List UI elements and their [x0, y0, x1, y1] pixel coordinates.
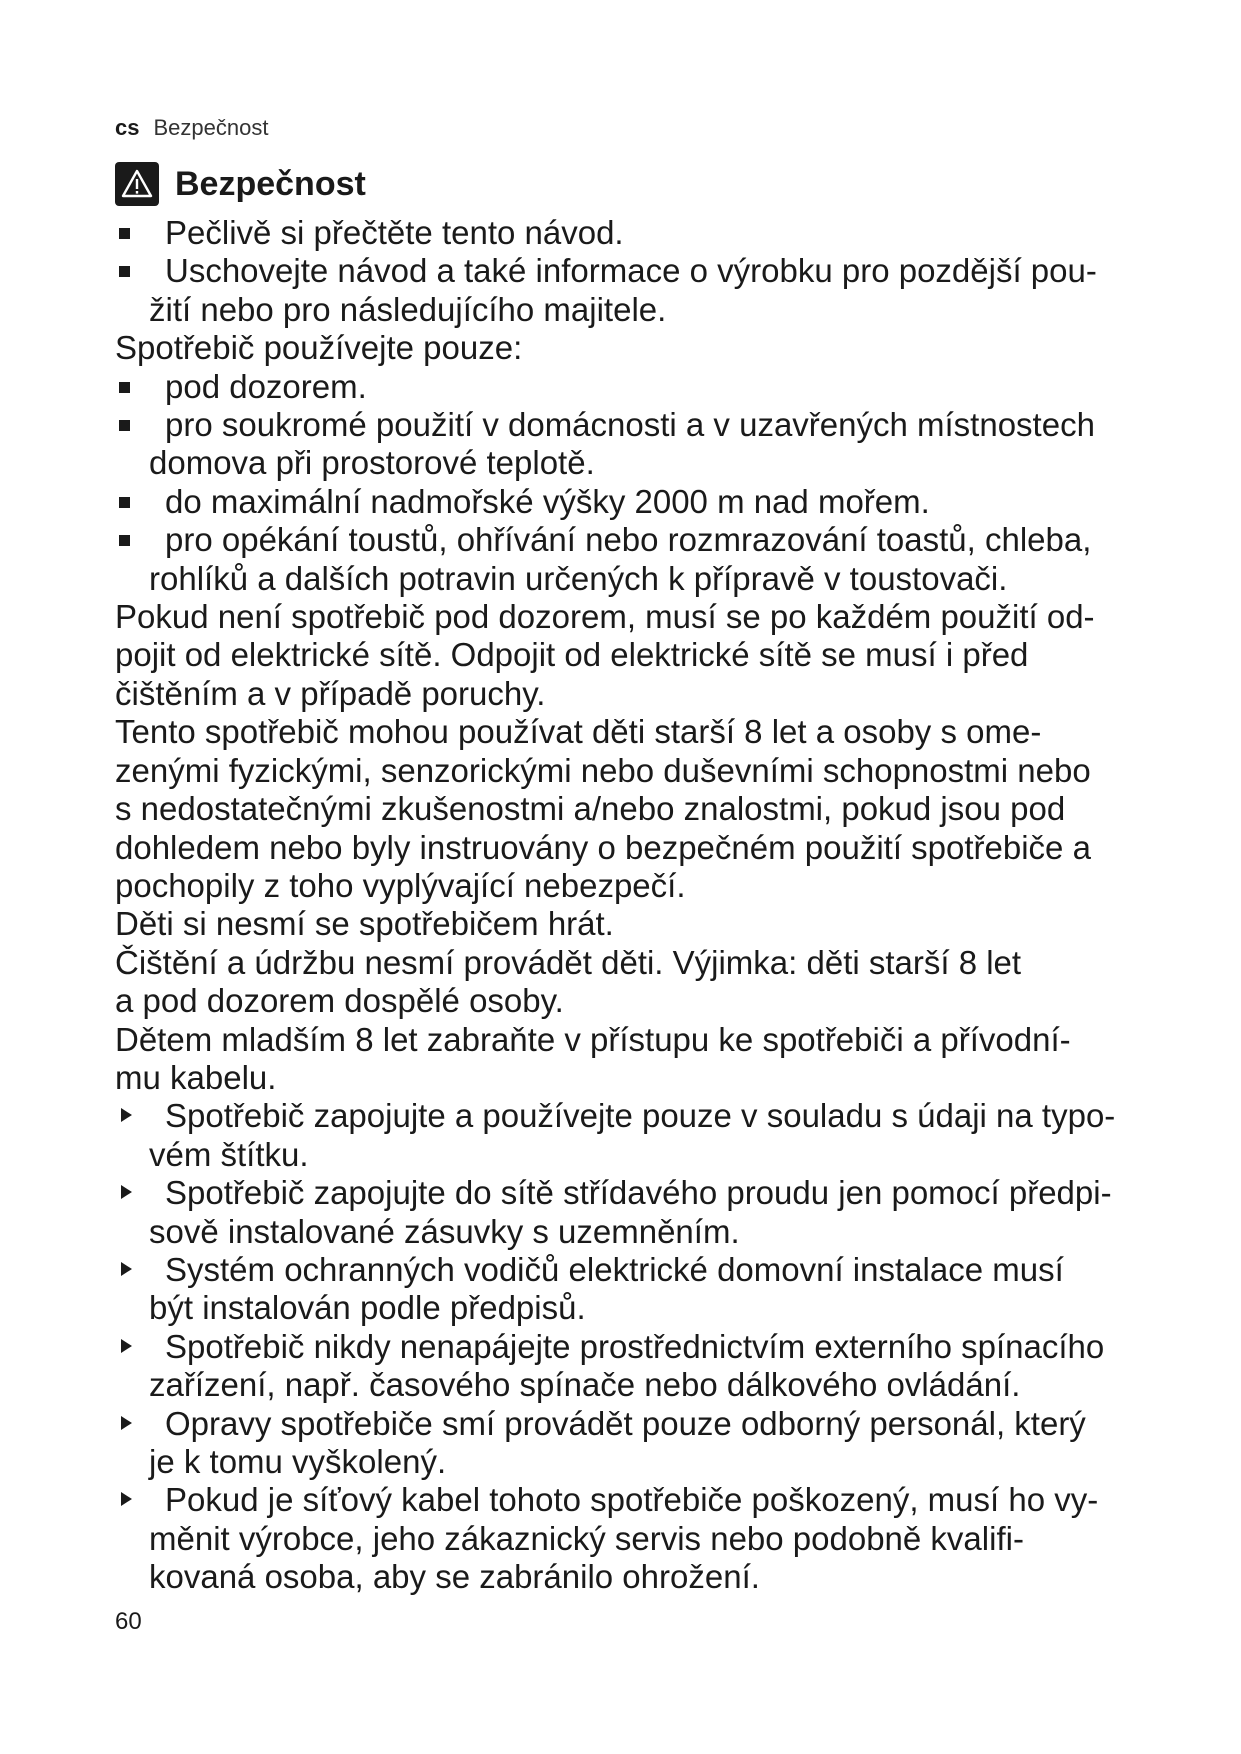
square-bullet-icon — [119, 228, 130, 239]
triangle-bullet-icon — [121, 1416, 132, 1430]
paragraph: Čištění a údržbu nesmí provádět děti. Výjimka: děti starší 8 let a pod dozorem dospělé osoby. — [115, 943, 1022, 1020]
paragraph: Děti si nesmí se spotřebičem hrát. — [115, 905, 614, 943]
list-item: Pečlivě si přečtěte tento návod. — [115, 214, 1165, 252]
list-item: pro soukromé použití v domácnosti a v uzavřených místnostech domova při prostorové teplotě. — [115, 406, 1165, 483]
square-bullet-icon — [119, 420, 130, 431]
language-code: cs — [115, 115, 140, 140]
section-name: Bezpečnost — [153, 115, 269, 140]
triangle-bullet-icon — [121, 1185, 132, 1199]
instruction-item: Spotřebič nikdy nenapájejte prostřednictvím externího spínacího zařízení, např. časového spínače nebo dálkového ovládání. — [115, 1328, 1165, 1405]
section-title-row — [115, 162, 366, 206]
use-intro: Spotřebič používejte pouze: — [115, 329, 523, 367]
square-bullet-icon — [119, 535, 130, 546]
paragraph: Dětem mladším 8 let zabraňte v přístupu ke spotřebiči a přívodní- mu kabelu. — [115, 1020, 1071, 1096]
square-bullet-icon — [119, 497, 130, 508]
list-item: pro opékání toustů, ohřívání nebo rozmrazování toastů, chleba, rohlíků a dalších potravin určených k přípravě v toustovači. — [115, 521, 1165, 598]
paragraph: Tento spotřebič mohou používat děti starší 8 let a osoby s ome- zenými fyzickými, senzorickými nebo duševními schopnostmi nebo s nedostatečnými zkušenostmi a/nebo znalostmi, pokud jsou pod dohledem nebo byly instruovány o bezpečném použití spotřebiče a pochopily z toho vyplývající nebezpečí. — [115, 713, 1091, 904]
instruction-item: Opravy spotřebiče smí provádět pouze odborný personál, který je k tomu vyškolený. — [115, 1405, 1165, 1482]
warning-icon — [115, 162, 159, 206]
list-item: Uschovejte návod a také informace o výrobku pro pozdější pou- žití nebo pro následujícího majitele. — [115, 252, 1165, 329]
triangle-bullet-icon — [121, 1108, 132, 1122]
triangle-bullet-icon — [121, 1339, 132, 1353]
paragraph: Pokud není spotřebič pod dozorem, musí se po každém použití od- pojit od elektrické sítě. Odpojit od elektrické sítě se musí i před čištěním a v případě poruchy. — [115, 598, 1095, 712]
instruction-item: Pokud je síťový kabel tohoto spotřebiče poškozený, musí ho vy- měnit výrobce, jeho zákaznický servis nebo podobně kvalifi- kovaná osoba, aby se zabránilo ohrožení. — [115, 1481, 1165, 1596]
square-bullet-icon — [119, 266, 130, 277]
page-number: 60 — [115, 1608, 142, 1635]
triangle-bullet-icon — [121, 1492, 132, 1506]
instruction-item: Spotřebič zapojujte do sítě střídavého proudu jen pomocí předpi- sově instalované zásuvky s uzemněním. — [115, 1174, 1165, 1251]
instruction-item: Systém ochranných vodičů elektrické domovní instalace musí být instalován podle předpisů. — [115, 1251, 1165, 1328]
list-item: pod dozorem. — [115, 368, 1165, 406]
triangle-bullet-icon — [121, 1262, 132, 1276]
safety-content — [115, 214, 1165, 1597]
page-header — [115, 114, 268, 142]
section-title: Bezpečnost — [175, 165, 366, 203]
instruction-item: Spotřebič zapojujte a používejte pouze v souladu s údaji na typo- vém štítku. — [115, 1097, 1165, 1174]
square-bullet-icon — [119, 382, 130, 393]
list-item: do maximální nadmořské výšky 2000 m nad mořem. — [115, 483, 1165, 521]
